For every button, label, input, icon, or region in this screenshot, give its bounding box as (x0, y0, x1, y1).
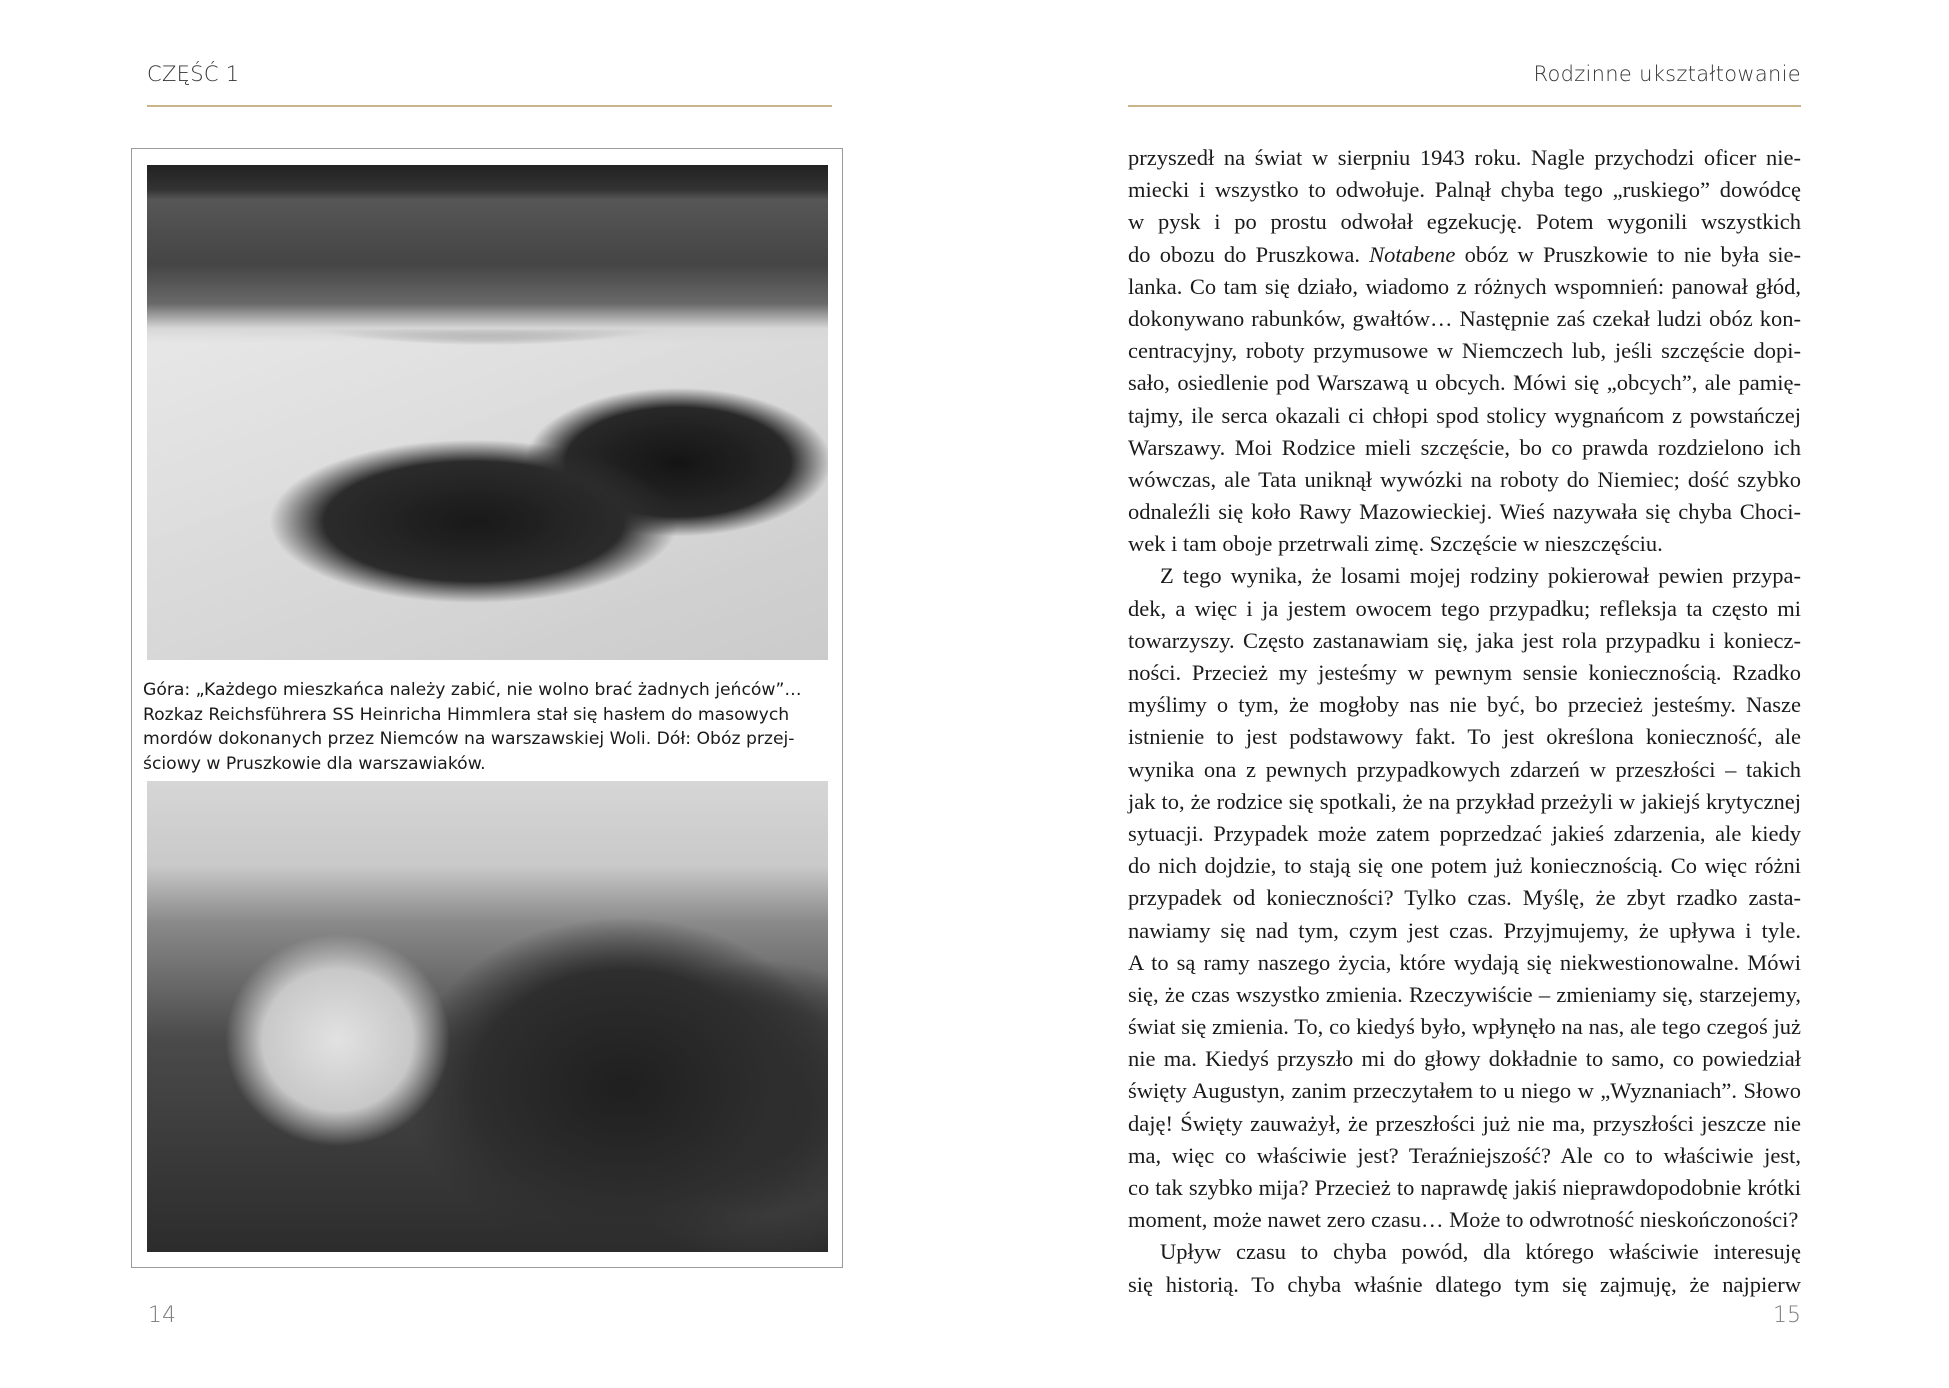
caption-line: ściowy w Pruszkowie dla warszawiaków. (143, 753, 486, 774)
italic-term: Notabene (1369, 241, 1456, 267)
text-line: świat się zmienia. To, co kiedyś było, wpłynęło na nas, ale tego czegoś już (1128, 1014, 1801, 1040)
text-line: jak to, że rodzice się spotkali, że na przykład przeżyli w jakiejś krytycznej (1128, 788, 1801, 814)
text-line: święty Augustyn, zanim przeczytałem to u niego w „Wyznaniach”. Słowo (1128, 1078, 1801, 1104)
header-rule (1128, 105, 1801, 107)
text-line: daję! Święty zauważył, że przeszłości już nie ma, przyszłości jeszcze nie (1128, 1110, 1801, 1136)
page-number: 14 (148, 1303, 176, 1328)
text-line: się historią. To chyba właśnie dlatego tym się zajmuję, że najpierw (1128, 1271, 1801, 1297)
text-line: co tak szybko mija? Przecież to naprawdę jakiś nieprawdopodobnie krótki (1128, 1175, 1801, 1200)
text-line: dokonywano rabunków, gwałtów… Następnie zaś czekał ludzi obóz kon- (1128, 305, 1801, 331)
text-line: myślimy o tym, że mogłoby nas nie być, bo przecież jesteśmy. Nasze (1128, 692, 1801, 718)
text-line: nie ma. Kiedyś przyszło mi do głowy dokładnie to samo, co powiedział (1128, 1046, 1801, 1072)
text-line: wek i tam oboje przetrwali zimę. Szczęście w nieszczęściu. (1128, 531, 1663, 557)
text-line: do nich dojdzie, to stają się one potem już koniecznością. Co więc różni (1128, 853, 1801, 879)
text-line: się, że czas wszystko zmienia. Rzeczywiście – zmieniamy się, starzejemy, (1128, 981, 1801, 1007)
right-page (975, 0, 1949, 1388)
text-line: sytuacji. Przypadek może zatem poprzedzać jakieś zdarzenia, ale kiedy (1128, 820, 1801, 846)
text-line: ności. Przecież my jesteśmy w pewnym sensie koniecznością. Rzadko (1128, 660, 1801, 685)
photo-pruszkow-camp (147, 781, 828, 1252)
body-text (1128, 142, 1801, 1301)
text-line: istnienie to jest podstawowy fakt. To jest określona konieczność, ale (1128, 724, 1801, 750)
text-line: ma, więc co właściwie jest? Teraźniejszość? Ale co to właściwie jest, (1128, 1142, 1801, 1168)
page-number: 15 (1773, 1303, 1801, 1328)
text-line: sało, osiedlenie pod Warszawą u obcych. Mówi się „obcych”, ale pamię- (1128, 370, 1801, 396)
text-line: lanka. Co tam się działo, wiadomo z różnych wspomnień: panował głód, (1128, 273, 1801, 299)
header-rule (147, 105, 832, 107)
text-line: do obozu do Pruszkowa. Notabene obóz w Pruszkowie to nie była sie- (1128, 241, 1801, 267)
running-head-part: CZĘŚĆ 1 (147, 62, 240, 86)
text-line: Warszawy. Moi Rodzice mieli szczęście, bo co prawda rozdzielono ich (1128, 434, 1801, 460)
caption-line: mordów dokonanych przez Niemców na warszawskiej Woli. Dół: Obóz przej- (143, 729, 795, 749)
text-line: nawiamy się nad tym, czym jest czas. Przyjmujemy, że upływa i tyle. (1128, 917, 1801, 943)
text-line: wynika ona z pewnych przypadkowych zdarzeń w przeszłości – takich (1128, 756, 1801, 782)
text-line: A to są ramy naszego życia, które wydają się niekwestionowalne. Mówi (1128, 949, 1801, 975)
text-line: moment, może nawet zero czasu… Może to odwrotność nieskończoności? (1128, 1207, 1799, 1233)
text-line: Z tego wynika, że losami mojej rodziny pokierował pewien przypa- (1160, 563, 1801, 589)
text-line: przypadek od konieczności? Tylko czas. Myślę, że zbyt rzadko zasta- (1128, 885, 1801, 911)
text-line: w pysk i po prostu odwołał egzekucję. Potem wygonili wszystkich (1128, 209, 1801, 235)
caption-line: Góra: „Każdego mieszkańca należy zabić, nie wolno brać żadnych jeńców”… (143, 680, 802, 700)
photo-description (147, 781, 828, 1252)
photo-description (147, 165, 828, 660)
figure-frame (131, 148, 843, 1268)
text-line: dek, a więc i ja jestem owocem tego przypadku; refleksja ta często mi (1128, 595, 1801, 621)
text-line: miecki i wszystko to odwołuje. Palnął chyba tego „ruskiego” dowódcę (1128, 177, 1801, 203)
text-line: centracyjny, roboty przymusowe w Niemczech lub, jeśli szczęście dopi- (1128, 338, 1801, 364)
text-line: odnaleźli się koło Rawy Mazowieckiej. Wieś nazywała się chyba Choci- (1128, 499, 1801, 525)
running-head-chapter: Rodzinne ukształtowanie (1533, 62, 1801, 86)
text-line: towarzyszy. Często zastanawiam się, jaka jest rola przypadku i koniecz- (1128, 627, 1801, 653)
text-line: tajmy, ile serca okazali ci chłopi spod stolicy wygnańcom z powstańczej (1128, 402, 1801, 428)
caption-line: Rozkaz Reichsführera SS Heinricha Himmlera stał się hasłem do masowych (143, 704, 790, 725)
text-line: wówczas, ale Tata uniknął wywózki na roboty do Niemiec; dość szybko (1128, 466, 1801, 492)
figure-caption (143, 678, 833, 776)
text-line: przyszedł na świat w sierpniu 1943 roku. Nagle przychodzi oficer nie- (1128, 145, 1801, 170)
text-line: Upływ czasu to chyba powód, dla którego właściwie interesuję (1160, 1239, 1801, 1265)
photo-wola-massacre (147, 165, 828, 660)
